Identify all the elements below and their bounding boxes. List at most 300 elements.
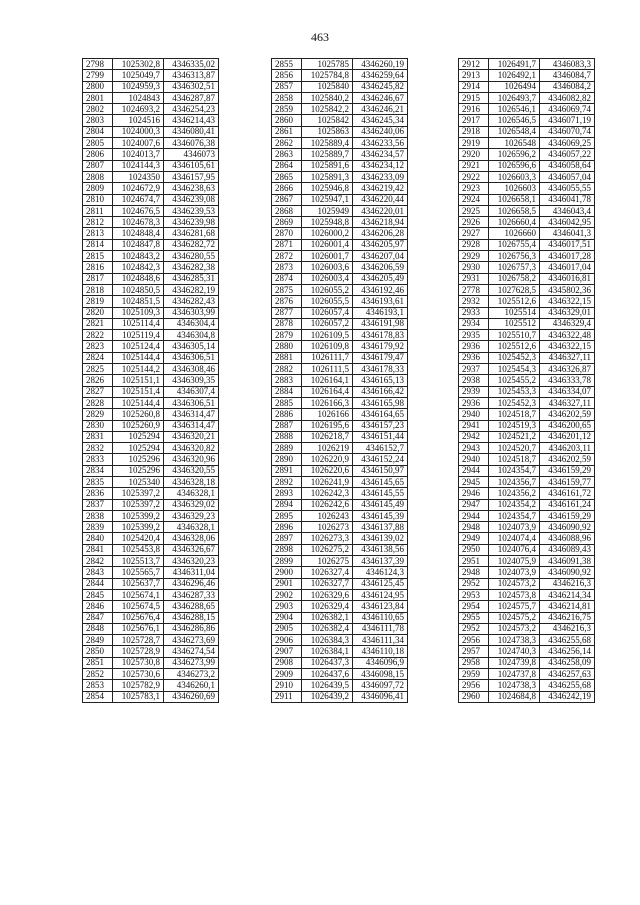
y-coordinate-cell: 4345802,36	[540, 284, 595, 295]
y-coordinate-cell: 4346320,55	[164, 465, 219, 476]
table-row	[83, 273, 219, 284]
x-coordinate-cell: 1024678,3	[113, 217, 164, 228]
point-number-cell: 2811	[83, 205, 113, 216]
table-row	[459, 59, 595, 70]
table-row	[83, 149, 219, 160]
y-coordinate-cell: 4346084,7	[540, 70, 595, 81]
table-row	[272, 59, 408, 70]
y-coordinate-cell: 4346273,99	[164, 657, 219, 668]
y-coordinate-cell: 4346326,87	[540, 364, 595, 375]
table-row	[459, 251, 595, 262]
point-number-cell: 2900	[272, 567, 302, 578]
x-coordinate-cell: 1025296	[113, 454, 164, 465]
x-coordinate-cell: 1026057,2	[302, 318, 353, 329]
x-coordinate-cell: 1026166,3	[302, 397, 353, 408]
table-row	[83, 488, 219, 499]
y-coordinate-cell: 4346137,39	[353, 556, 408, 567]
y-coordinate-cell: 4346220,44	[353, 194, 408, 205]
point-number-cell: 2853	[83, 680, 113, 691]
x-coordinate-cell: 1025302,8	[113, 59, 164, 70]
y-coordinate-cell: 4346216,3	[540, 578, 595, 589]
x-coordinate-cell: 1026603	[489, 183, 540, 194]
table-row	[83, 397, 219, 408]
point-number-cell: 2879	[272, 330, 302, 341]
y-coordinate-cell: 4346192,46	[353, 284, 408, 295]
table-row	[83, 160, 219, 171]
y-coordinate-cell: 4346281,68	[164, 228, 219, 239]
y-coordinate-cell: 4346260,19	[353, 59, 408, 70]
table-row	[272, 330, 408, 341]
y-coordinate-cell: 4346240,06	[353, 126, 408, 137]
table-row	[272, 556, 408, 567]
y-coordinate-cell: 4346273,69	[164, 635, 219, 646]
point-number-cell: 2956	[459, 635, 489, 646]
point-number-cell: 2955	[459, 612, 489, 623]
x-coordinate-cell: 1026109,8	[302, 341, 353, 352]
x-coordinate-cell: 1026548	[489, 138, 540, 149]
x-coordinate-cell: 1026758,2	[489, 273, 540, 284]
point-number-cell: 2873	[272, 262, 302, 273]
y-coordinate-cell: 4346125,45	[353, 578, 408, 589]
x-coordinate-cell: 1026164,4	[302, 386, 353, 397]
table-row	[83, 262, 219, 273]
point-number-cell: 2909	[272, 669, 302, 680]
x-coordinate-cell: 1025513,7	[113, 556, 164, 567]
table-row	[83, 307, 219, 318]
point-number-cell: 2914	[459, 81, 489, 92]
point-number-cell: 2860	[272, 115, 302, 126]
point-number-cell: 2892	[272, 476, 302, 487]
table-row	[83, 544, 219, 555]
x-coordinate-cell: 1026329,6	[302, 589, 353, 600]
y-coordinate-cell: 4346306,51	[164, 352, 219, 363]
point-number-cell: 2810	[83, 194, 113, 205]
x-coordinate-cell: 1025842	[302, 115, 353, 126]
table-row	[272, 420, 408, 431]
table-row	[83, 578, 219, 589]
y-coordinate-cell: 4346206,59	[353, 262, 408, 273]
y-coordinate-cell: 4346043,4	[540, 205, 595, 216]
x-coordinate-cell: 1024354,7	[489, 510, 540, 521]
table-row	[83, 115, 219, 126]
x-coordinate-cell: 1025454,3	[489, 364, 540, 375]
x-coordinate-cell: 1024847,8	[113, 239, 164, 250]
x-coordinate-cell: 1026658,1	[489, 194, 540, 205]
table-row	[459, 567, 595, 578]
point-number-cell: 2931	[459, 273, 489, 284]
point-number-cell: 2876	[272, 296, 302, 307]
x-coordinate-cell: 1026596,2	[489, 149, 540, 160]
table-row	[83, 364, 219, 375]
point-number-cell: 2907	[272, 646, 302, 657]
table-row	[459, 126, 595, 137]
point-number-cell: 2880	[272, 341, 302, 352]
point-number-cell: 2804	[83, 126, 113, 137]
y-coordinate-cell: 4346309,35	[164, 375, 219, 386]
table-row	[83, 567, 219, 578]
point-number-cell: 2940	[459, 409, 489, 420]
y-coordinate-cell: 4346288,15	[164, 612, 219, 623]
point-number-cell: 2834	[83, 465, 113, 476]
y-coordinate-cell: 4346089,43	[540, 544, 595, 555]
x-coordinate-cell: 1026001,7	[302, 251, 353, 262]
point-number-cell: 2837	[83, 499, 113, 510]
point-number-cell: 2815	[83, 251, 113, 262]
table-row	[83, 510, 219, 521]
point-number-cell: 2905	[272, 623, 302, 634]
x-coordinate-cell: 1026437,6	[302, 669, 353, 680]
x-coordinate-cell: 1026111,5	[302, 364, 353, 375]
table-row	[459, 262, 595, 273]
y-coordinate-cell: 4346151,44	[353, 431, 408, 442]
point-number-cell: 2844	[83, 578, 113, 589]
x-coordinate-cell: 1025674,5	[113, 601, 164, 612]
point-number-cell: 2942	[459, 431, 489, 442]
y-coordinate-cell: 4346246,21	[353, 104, 408, 115]
table-row	[459, 81, 595, 92]
table-row	[83, 454, 219, 465]
y-coordinate-cell: 4346245,82	[353, 81, 408, 92]
x-coordinate-cell: 1025109,3	[113, 307, 164, 318]
point-number-cell: 2935	[459, 330, 489, 341]
table-row	[459, 476, 595, 487]
table-row	[272, 657, 408, 668]
table-row	[459, 420, 595, 431]
y-coordinate-cell: 4346145,55	[353, 488, 408, 499]
y-coordinate-cell: 4346282,38	[164, 262, 219, 273]
table-row	[272, 476, 408, 487]
y-coordinate-cell: 4346041,3	[540, 228, 595, 239]
x-coordinate-cell: 1027628,5	[489, 284, 540, 295]
y-coordinate-cell: 4346260,69	[164, 691, 219, 702]
table-row	[272, 228, 408, 239]
x-coordinate-cell: 1026111,7	[302, 352, 353, 363]
x-coordinate-cell: 1026384,3	[302, 635, 353, 646]
x-coordinate-cell: 1026195,6	[302, 420, 353, 431]
x-coordinate-cell: 1024684,8	[489, 691, 540, 702]
x-coordinate-cell: 1026548,4	[489, 126, 540, 137]
table-row	[459, 623, 595, 634]
x-coordinate-cell: 1026220,6	[302, 465, 353, 476]
point-number-cell: 2855	[272, 59, 302, 70]
point-number-cell: 2898	[272, 544, 302, 555]
point-number-cell: 2821	[83, 318, 113, 329]
y-coordinate-cell: 4346110,65	[353, 612, 408, 623]
y-coordinate-cell: 4346245,34	[353, 115, 408, 126]
point-number-cell: 2924	[459, 194, 489, 205]
x-coordinate-cell: 1025728,7	[113, 635, 164, 646]
table-row	[83, 443, 219, 454]
table-row	[272, 601, 408, 612]
table-row	[83, 465, 219, 476]
y-coordinate-cell: 4346314,47	[164, 420, 219, 431]
x-coordinate-cell: 1025949	[302, 205, 353, 216]
table-row	[459, 556, 595, 567]
x-coordinate-cell: 1025946,8	[302, 183, 353, 194]
point-number-cell: 2851	[83, 657, 113, 668]
point-number-cell: 2867	[272, 194, 302, 205]
point-number-cell: 2842	[83, 556, 113, 567]
x-coordinate-cell: 1024075,9	[489, 556, 540, 567]
table-row	[272, 431, 408, 442]
x-coordinate-cell: 1026327,7	[302, 578, 353, 589]
y-coordinate-cell: 4346286,86	[164, 623, 219, 634]
y-coordinate-cell: 4346239,08	[164, 194, 219, 205]
point-number-cell: 2856	[272, 70, 302, 81]
y-coordinate-cell: 4346329,23	[164, 510, 219, 521]
x-coordinate-cell: 1024076,4	[489, 544, 540, 555]
table-row	[459, 115, 595, 126]
y-coordinate-cell: 4346017,28	[540, 251, 595, 262]
x-coordinate-cell: 1025510,7	[489, 330, 540, 341]
point-number-cell: 2819	[83, 296, 113, 307]
x-coordinate-cell: 1025453,3	[489, 386, 540, 397]
table-row	[459, 635, 595, 646]
x-coordinate-cell: 1025144,2	[113, 364, 164, 375]
table-row	[272, 522, 408, 533]
table-row	[83, 205, 219, 216]
x-coordinate-cell: 1024848,4	[113, 228, 164, 239]
table-row	[272, 352, 408, 363]
y-coordinate-cell: 4346179,47	[353, 352, 408, 363]
point-number-cell: 2846	[83, 601, 113, 612]
table-row	[272, 160, 408, 171]
point-number-cell: 2840	[83, 533, 113, 544]
y-coordinate-cell: 4346165,98	[353, 397, 408, 408]
y-coordinate-cell: 4346287,33	[164, 589, 219, 600]
y-coordinate-cell: 4346082,82	[540, 92, 595, 103]
table-row	[459, 104, 595, 115]
x-coordinate-cell: 1025399,2	[113, 522, 164, 533]
y-coordinate-cell: 4346320,82	[164, 443, 219, 454]
x-coordinate-cell: 1024959,3	[113, 81, 164, 92]
point-number-cell: 2906	[272, 635, 302, 646]
y-coordinate-cell: 4346322,15	[540, 296, 595, 307]
x-coordinate-cell: 1026327,4	[302, 567, 353, 578]
table-row	[459, 443, 595, 454]
point-number-cell: 2911	[272, 691, 302, 702]
x-coordinate-cell: 1024013,7	[113, 149, 164, 160]
point-number-cell: 2822	[83, 330, 113, 341]
y-coordinate-cell: 4346057,22	[540, 149, 595, 160]
x-coordinate-cell: 1024520,7	[489, 443, 540, 454]
x-coordinate-cell: 1025730,8	[113, 657, 164, 668]
x-coordinate-cell: 1025455,2	[489, 375, 540, 386]
table-row	[83, 341, 219, 352]
table-row	[272, 669, 408, 680]
y-coordinate-cell: 4346214,81	[540, 601, 595, 612]
point-number-cell: 2841	[83, 544, 113, 555]
table-row	[459, 70, 595, 81]
y-coordinate-cell: 4346164,65	[353, 409, 408, 420]
x-coordinate-cell: 1025676,4	[113, 612, 164, 623]
x-coordinate-cell: 1026603,3	[489, 171, 540, 182]
x-coordinate-cell: 1024521,2	[489, 431, 540, 442]
point-number-cell: 2865	[272, 171, 302, 182]
x-coordinate-cell: 1026546,5	[489, 115, 540, 126]
y-coordinate-cell: 4346203,11	[540, 443, 595, 454]
point-number-cell: 2830	[83, 420, 113, 431]
x-coordinate-cell: 1025512	[489, 318, 540, 329]
table-row	[83, 318, 219, 329]
table-row	[459, 657, 595, 668]
point-number-cell: 2946	[459, 488, 489, 499]
table-row	[459, 409, 595, 420]
table-row	[272, 589, 408, 600]
x-coordinate-cell: 1024516	[113, 115, 164, 126]
y-coordinate-cell: 4346111,34	[353, 635, 408, 646]
point-number-cell: 2888	[272, 431, 302, 442]
y-coordinate-cell: 4346178,33	[353, 364, 408, 375]
point-number-cell: 2849	[83, 635, 113, 646]
point-number-cell: 2948	[459, 522, 489, 533]
x-coordinate-cell: 1026755,4	[489, 239, 540, 250]
y-coordinate-cell: 4346042,95	[540, 217, 595, 228]
table-row	[459, 273, 595, 284]
table-row	[272, 397, 408, 408]
x-coordinate-cell: 1024693,2	[113, 104, 164, 115]
point-number-cell: 2807	[83, 160, 113, 171]
y-coordinate-cell: 4346145,39	[353, 510, 408, 521]
y-coordinate-cell: 4346255,68	[540, 680, 595, 691]
point-number-cell: 2829	[83, 409, 113, 420]
coordinates-table-right	[458, 58, 595, 703]
point-number-cell: 2923	[459, 183, 489, 194]
point-number-cell: 2890	[272, 454, 302, 465]
point-number-cell: 2939	[459, 386, 489, 397]
point-number-cell: 2936	[459, 352, 489, 363]
y-coordinate-cell: 4346110,18	[353, 646, 408, 657]
x-coordinate-cell: 1026243	[302, 510, 353, 521]
y-coordinate-cell: 4346320,96	[164, 454, 219, 465]
y-coordinate-cell: 4346306,51	[164, 397, 219, 408]
table-row	[272, 183, 408, 194]
point-number-cell: 2915	[459, 92, 489, 103]
y-coordinate-cell: 4346083,3	[540, 59, 595, 70]
point-number-cell: 2858	[272, 92, 302, 103]
y-coordinate-cell: 4346282,43	[164, 296, 219, 307]
table-row	[83, 522, 219, 533]
point-number-cell: 2894	[272, 499, 302, 510]
table-row	[272, 194, 408, 205]
x-coordinate-cell: 1024073,9	[489, 567, 540, 578]
point-number-cell: 2919	[459, 138, 489, 149]
y-coordinate-cell: 4346216,3	[540, 623, 595, 634]
table-row	[272, 465, 408, 476]
y-coordinate-cell: 4346214,43	[164, 115, 219, 126]
table-row	[459, 612, 595, 623]
x-coordinate-cell: 1024575,7	[489, 601, 540, 612]
point-number-cell: 2825	[83, 364, 113, 375]
x-coordinate-cell: 1024676,5	[113, 205, 164, 216]
y-coordinate-cell: 4346260,1	[164, 680, 219, 691]
y-coordinate-cell: 4346090,92	[540, 522, 595, 533]
x-coordinate-cell: 1024575,2	[489, 612, 540, 623]
point-number-cell: 2954	[459, 601, 489, 612]
y-coordinate-cell: 4346287,87	[164, 92, 219, 103]
point-number-cell: 2917	[459, 115, 489, 126]
x-coordinate-cell: 1025840,2	[302, 92, 353, 103]
y-coordinate-cell: 4346206,28	[353, 228, 408, 239]
table-row	[459, 307, 595, 318]
point-number-cell: 2872	[272, 251, 302, 262]
table-row	[83, 70, 219, 81]
point-number-cell: 2850	[83, 646, 113, 657]
y-coordinate-cell: 4346124,3	[353, 567, 408, 578]
y-coordinate-cell: 4346288,65	[164, 601, 219, 612]
y-coordinate-cell: 4346311,04	[164, 567, 219, 578]
y-coordinate-cell: 4346200,65	[540, 420, 595, 431]
table-row	[83, 352, 219, 363]
x-coordinate-cell: 1025420,4	[113, 533, 164, 544]
point-number-cell: 2927	[459, 228, 489, 239]
table-row	[272, 499, 408, 510]
x-coordinate-cell: 102484З	[113, 92, 164, 103]
table-row	[83, 284, 219, 295]
point-number-cell: 2878	[272, 318, 302, 329]
y-coordinate-cell: 4346017,51	[540, 239, 595, 250]
y-coordinate-cell: 4346097,72	[353, 680, 408, 691]
point-number-cell: 2934	[459, 318, 489, 329]
y-coordinate-cell: 4346137,88	[353, 522, 408, 533]
point-number-cell: 2854	[83, 691, 113, 702]
x-coordinate-cell: 1026492,1	[489, 70, 540, 81]
point-number-cell: 2957	[459, 646, 489, 657]
x-coordinate-cell: 1025842,2	[302, 104, 353, 115]
table-row	[83, 386, 219, 397]
y-coordinate-cell: 4346096,41	[353, 691, 408, 702]
table-row	[459, 488, 595, 499]
x-coordinate-cell: 1025784,8	[302, 70, 353, 81]
x-coordinate-cell: 1026219	[302, 443, 353, 454]
x-coordinate-cell: 1026003,4	[302, 273, 353, 284]
y-coordinate-cell: 4346123,84	[353, 601, 408, 612]
table-row	[272, 217, 408, 228]
point-number-cell: 2959	[459, 669, 489, 680]
table-row	[272, 205, 408, 216]
x-coordinate-cell: 1025296	[113, 465, 164, 476]
x-coordinate-cell: 1024074,4	[489, 533, 540, 544]
table-row	[459, 522, 595, 533]
x-coordinate-cell: 1026242,6	[302, 499, 353, 510]
point-number-cell: 2941	[459, 420, 489, 431]
table-row	[83, 589, 219, 600]
table-row	[83, 239, 219, 250]
y-coordinate-cell: 4346138,56	[353, 544, 408, 555]
point-number-cell: 2803	[83, 115, 113, 126]
y-coordinate-cell: 4346218,94	[353, 217, 408, 228]
x-coordinate-cell: 1024738,3	[489, 680, 540, 691]
y-coordinate-cell: 4346159,29	[540, 510, 595, 521]
x-coordinate-cell: 1025512,6	[489, 341, 540, 352]
y-coordinate-cell: 4346058,64	[540, 160, 595, 171]
x-coordinate-cell: 1025397,2	[113, 488, 164, 499]
point-number-cell: 2885	[272, 397, 302, 408]
point-number-cell: 2950	[459, 544, 489, 555]
y-coordinate-cell: 4346328,1	[164, 488, 219, 499]
y-coordinate-cell: 4346273,2	[164, 669, 219, 680]
point-number-cell: 2920	[459, 149, 489, 160]
x-coordinate-cell: 1024354,2	[489, 499, 540, 510]
y-coordinate-cell: 4346159,77	[540, 476, 595, 487]
y-coordinate-cell: 4346159,29	[540, 465, 595, 476]
x-coordinate-cell: 1024356,2	[489, 488, 540, 499]
x-coordinate-cell: 1025891,6	[302, 160, 353, 171]
x-coordinate-cell: 1025863	[302, 126, 353, 137]
y-coordinate-cell: 4346234,57	[353, 149, 408, 160]
table-row	[459, 646, 595, 657]
table-row	[83, 646, 219, 657]
